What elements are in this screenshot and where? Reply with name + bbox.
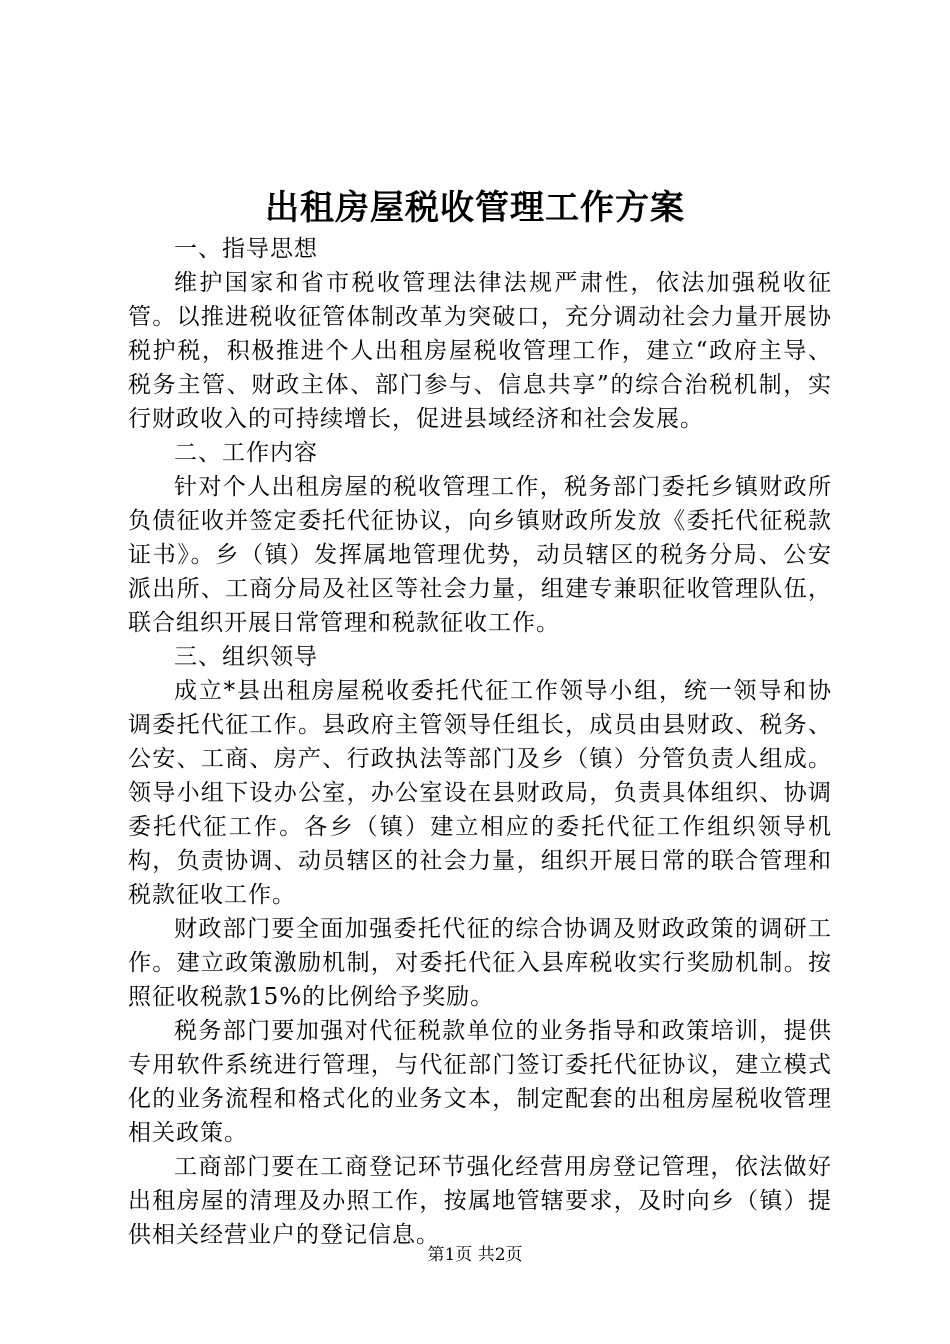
document-body bbox=[128, 232, 832, 1252]
paragraph: 针对个人出租房屋的税收管理工作，税务部门委托乡镇财政所负债征收并签定委托代征协议，向乡镇财政所发放《委托代征税款证书》。乡（镇）发挥属地管理优势，动员辖区的税务分局、公安派出所、工商分局及社区等社会力量，组建专兼职征收管理队伍，联合组织开展日常管理和税款征收工作。 bbox=[128, 474, 832, 636]
paragraph: 工商部门要在工商登记环节强化经营用房登记管理，依法做好出租房屋的清理及办照工作，按属地管辖要求，及时向乡（镇）提供相关经营业户的登记信息。 bbox=[128, 1154, 832, 1248]
section-work-content bbox=[128, 436, 832, 640]
paragraph: 维护国家和省市税收管理法律法规严肃性，依法加强税收征管。以推进税收征管体制改革为突破口，充分调动社会力量开展协税护税，积极推进个人出租房屋税收管理工作，建立“政府主导、税务主管、财政主体、部门参与、信息共享”的综合治税机制，实行财政收入的可持续增长，促进县域经济和社会发展。 bbox=[128, 270, 832, 432]
paragraph: 财政部门要全面加强委托代征的综合协调及财政政策的调研工作。建立政策激励机制，对委托代征入县库税收实行奖励机制。按照征收税款15%的比例给予奖励。 bbox=[128, 916, 832, 1010]
paragraph: 税务部门要加强对代征税款单位的业务指导和政策培训，提供专用软件系统进行管理，与代征部门签订委托代征协议，建立模式化的业务流程和格式化的业务文本，制定配套的出租房屋税收管理相关政策。 bbox=[128, 1018, 832, 1146]
section-guiding-ideology bbox=[128, 232, 832, 436]
section-organization-leadership bbox=[128, 640, 832, 1252]
paragraph: 成立*县出租房屋税收委托代征工作领导小组，统一领导和协调委托代征工作。县政府主管领导任组长，成员由县财政、税务、公安、工商、房产、行政执法等部门及乡（镇）分管负责人组成。领导小组下设办公室，办公室设在县财政局，负责具体组织、协调委托代征工作。各乡（镇）建立相应的委托代征工作组织领导机构，负责协调、动员辖区的社会力量，组织开展日常的联合管理和税款征收工作。 bbox=[128, 678, 832, 908]
section-heading: 一、指导思想 bbox=[174, 236, 318, 262]
section-heading: 三、组织领导 bbox=[174, 644, 318, 670]
page-footer: 第1页 共2页 bbox=[427, 1245, 523, 1265]
document-title: 出租房屋税收管理工作方案 bbox=[265, 188, 685, 228]
section-heading: 二、工作内容 bbox=[174, 440, 318, 466]
